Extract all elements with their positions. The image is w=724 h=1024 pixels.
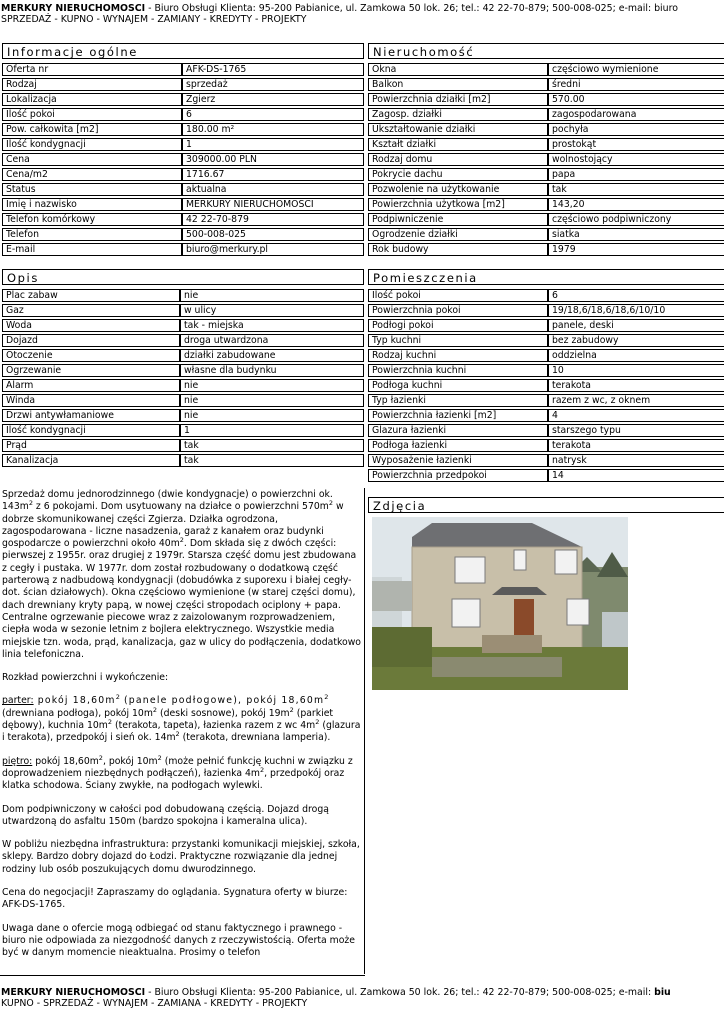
rooms-row — [368, 304, 724, 317]
header-contact: - Biuro Obsługi Klienta: 95-200 Pabianice, ul. Zamkowa 50 lok. 26; tel.: 42 22-70-879; 500-008-025; e-mail: biuro — [145, 3, 678, 14]
general-row — [2, 213, 364, 226]
property-value: tak — [548, 183, 724, 196]
property-row — [368, 93, 724, 106]
general-value: sprzedaż — [182, 78, 364, 91]
rooms-value: terakota — [548, 379, 724, 392]
property-value: średni — [548, 78, 724, 91]
general-row — [2, 168, 364, 181]
rooms-label: Powierzchnia pokoi — [368, 304, 548, 317]
rooms-value: 14 — [548, 469, 724, 482]
description-row — [2, 349, 364, 362]
general-label: Status — [2, 183, 182, 196]
house-photo[interactable] — [372, 517, 628, 690]
description-label: Otoczenie — [2, 349, 180, 362]
property-label: Okna — [368, 63, 548, 76]
description-row — [2, 409, 364, 422]
description-value: w ulicy — [180, 304, 364, 317]
general-row — [2, 228, 364, 241]
description-label: Drzwi antywłamaniowe — [2, 409, 180, 422]
basement-paragraph: Dom podpiwniczony w całości pod dobudowaną częścią. Dojazd drogą utwardzoną do asfaltu 150m (bardzo spokojna i kameralna ulica). — [2, 803, 329, 827]
description-label: Plac zabaw — [2, 289, 180, 302]
description-value: własne dla budynku — [180, 364, 364, 377]
general-label: Rodzaj — [2, 78, 182, 91]
general-row — [2, 108, 364, 121]
description-value: nie — [180, 289, 364, 302]
property-row — [368, 153, 724, 166]
first-floor-paragraph: piętro: pokój $18,60m^2$, pokój $10m^2$ (może pełnić funkcję kuchni w związku z doprowadzeniem niezbędnych podłączeń), łazienka $4m^2$, przedpokój oraz klatka schodowa. Ściany zwykłe, na podłogach wylewki. — [2, 753, 353, 792]
property-label: Pozwolenie na użytkowanie — [368, 183, 548, 196]
rooms-value: bez zabudowy — [548, 334, 724, 347]
description-label: Prąd — [2, 439, 180, 452]
description-row — [2, 364, 364, 377]
rooms-label: Podłoga kuchni — [368, 379, 548, 392]
rooms-label: Ilość pokoi — [368, 289, 548, 302]
property-table — [368, 61, 724, 258]
property-row — [368, 138, 724, 151]
property-value: częściowo wymienione — [548, 63, 724, 76]
property-value: częściowo podpiwniczony — [548, 213, 724, 226]
general-row — [2, 243, 364, 256]
rooms-value: terakota — [548, 439, 724, 452]
general-label: Pow. całkowita [m2] — [2, 123, 182, 136]
rooms-label: Rodzaj kuchni — [368, 349, 548, 362]
description-row — [2, 289, 364, 302]
rooms-table — [368, 287, 724, 484]
general-row — [2, 198, 364, 211]
rooms-value: 19/18,6/18,6/18,6/10/10 — [548, 304, 724, 317]
general-value: 6 — [182, 108, 364, 121]
rooms-label: Podłogi pokoi — [368, 319, 548, 332]
rooms-label: Glazura łazienki — [368, 424, 548, 437]
property-row — [368, 213, 724, 226]
property-row — [368, 183, 724, 196]
general-value: 500-008-025 — [182, 228, 364, 241]
description-row — [2, 424, 364, 437]
rooms-row — [368, 289, 724, 302]
general-row — [2, 78, 364, 91]
general-table — [2, 61, 364, 258]
property-label: Ukształtowanie działki — [368, 123, 548, 136]
infrastructure-paragraph: W pobliżu niezbędna infrastruktura: przystanki komunikacji miejskiej, szkoła, sklepy. Bardzo dobry dojazd do Łodzi. Praktyczne rozwiązanie dla jednej rodziny lub osób poszukujących domu dwurodzinnego. — [2, 839, 360, 875]
page-header — [1, 3, 724, 25]
description-label: Kanalizacja — [2, 454, 180, 467]
rooms-label: Typ łazienki — [368, 394, 548, 407]
section-title-general: Informacje ogólne — [2, 43, 364, 59]
general-value: MERKURY NIERUCHOMOŚCI — [182, 198, 364, 211]
property-row — [368, 78, 724, 91]
footer-company: MERKURY NIERUCHOMOŚCI — [1, 987, 146, 998]
rooms-label: Powierzchnia przedpokoi — [368, 469, 548, 482]
rooms-row — [368, 349, 724, 362]
description-row — [2, 304, 364, 317]
property-row — [368, 243, 724, 256]
rooms-label: Powierzchnia kuchni — [368, 364, 548, 377]
page-footer — [1, 987, 724, 1009]
property-value: 570.00 — [548, 93, 724, 106]
description-value: nie — [180, 394, 364, 407]
description-label: Woda — [2, 319, 180, 332]
description-row — [2, 334, 364, 347]
property-label: Ogrodzenie działki — [368, 228, 548, 241]
property-row — [368, 168, 724, 181]
general-label: Ilość pokoi — [2, 108, 182, 121]
property-value: pochyła — [548, 123, 724, 136]
general-row — [2, 93, 364, 106]
section-title-property: Nieruchomość — [368, 43, 724, 59]
property-label: Zagosp. działki — [368, 108, 548, 121]
section-title-description: Opis — [2, 269, 364, 285]
rooms-row — [368, 379, 724, 392]
property-row — [368, 108, 724, 121]
general-label: Oferta nr — [2, 63, 182, 76]
property-value: 1979 — [548, 243, 724, 256]
rooms-value: natrysk — [548, 454, 724, 467]
property-value: zagospodarowana — [548, 108, 724, 121]
house-photo-illustration — [372, 517, 628, 690]
description-row — [2, 394, 364, 407]
header-company: MERKURY NIERUCHOMOŚCI — [1, 3, 146, 14]
description-border — [364, 488, 365, 974]
general-row — [2, 63, 364, 76]
property-row — [368, 123, 724, 136]
rooms-label: Typ kuchni — [368, 334, 548, 347]
description-label: Ilość kondygnacji — [2, 424, 180, 437]
description-row — [2, 439, 364, 452]
rooms-value: 10 — [548, 364, 724, 377]
general-label: Telefon — [2, 228, 182, 241]
description-value: nie — [180, 409, 364, 422]
general-value: biuro@merkury.pl — [182, 243, 364, 256]
property-value: prostokąt — [548, 138, 724, 151]
property-row — [368, 228, 724, 241]
description-value: tak — [180, 439, 364, 452]
property-row — [368, 63, 724, 76]
property-value: siatka — [548, 228, 724, 241]
rooms-row — [368, 364, 724, 377]
rooms-label: Podłoga łazienki — [368, 439, 548, 452]
rooms-value: starszego typu — [548, 424, 724, 437]
rooms-row — [368, 394, 724, 407]
rooms-value: panele, deski — [548, 319, 724, 332]
property-value: 143,20 — [548, 198, 724, 211]
general-label: E-mail — [2, 243, 182, 256]
general-label: Cena/m2 — [2, 168, 182, 181]
footer-contact: - Biuro Obsługi Klienta: 95-200 Pabianice, ul. Zamkowa 50 lok. 26; tel.: 42 22-70-879; 500-008-025; e-mail: — [145, 987, 655, 998]
property-label: Podpiwniczenie — [368, 213, 548, 226]
negotiation-paragraph: Cena do negocjacji! Zapraszamy do oglądania. Sygnatura oferty w biurze: AFK-DS-1765. — [2, 887, 348, 911]
property-label: Rodzaj domu — [368, 153, 548, 166]
general-value: 42 22-70-879 — [182, 213, 364, 226]
general-value: 1716.67 — [182, 168, 364, 181]
description-value: droga utwardzona — [180, 334, 364, 347]
property-label: Powierzchnia działki [m2] — [368, 93, 548, 106]
rooms-value: oddzielna — [548, 349, 724, 362]
general-row — [2, 138, 364, 151]
layout-heading: Rozkład powierzchni i wykończenie: — [2, 672, 169, 684]
property-value: wolnostojący — [548, 153, 724, 166]
rooms-value: 6 — [548, 289, 724, 302]
property-label: Rok budowy — [368, 243, 548, 256]
rooms-row — [368, 319, 724, 332]
general-value: Zgierz — [182, 93, 364, 106]
rooms-row — [368, 469, 724, 482]
rooms-value: razem z wc, z oknem — [548, 394, 724, 407]
description-table — [2, 287, 364, 469]
description-label: Winda — [2, 394, 180, 407]
footer-services: KUPNO - SPRZEDAŻ - WYNAJEM - ZAMIANA - KREDYTY - PROJEKTY — [1, 998, 308, 1009]
description-row — [2, 319, 364, 332]
general-label: Cena — [2, 153, 182, 166]
description-value: tak — [180, 454, 364, 467]
property-label: Pokrycie dachu — [368, 168, 548, 181]
general-label: Telefon komórkowy — [2, 213, 182, 226]
description-row — [2, 454, 364, 467]
rooms-row — [368, 334, 724, 347]
description-paragraph: Sprzedaż domu jednorodzinnego (dwie kondygnacje) o powierzchni ok. $143m^2$ z 6 pokojami. Dom usytuowany na działce o powierzchni $570m^2$ w dobrze skomunikowanej części Zgierza. Działka ogrodzona, zagospodarowana - liczne nasadzenia, garaż z kanałem oraz budynki gospodarcze o powierzchni około $40m^2$. Dom składa się z dwóch części: pierwszej z 1955r. oraz drugiej z 1979r. Starsza część domu jest zbudowana z cegły i pustaka. W 1977r. dom został rozbudowany o dodatkową część parterową z nadbudową kondygnacji (dobudówka z suporexu i białej cegły-dot. ścian działowych). Okna częściowo wymienione (w starej części domu), dach drewniany kryty papą, w nowej części stropodach ociplony + papa. Centralne ogrzewanie piecowe wraz z zaizolowanym rozprowadzeniem, ciepła woda w sezonie letnim z bojlera elektrycznego. Wszystkie media miejskie tzn. woda, prąd, kanalizacja, gaz w ulicy do podłączenia, dodatkowo linia telefoniczna. — [2, 489, 361, 660]
property-label: Kształt działki — [368, 138, 548, 151]
general-row — [2, 123, 364, 136]
property-label: Powierzchnia użytkowa [m2] — [368, 198, 548, 211]
general-value: aktualna — [182, 183, 364, 196]
rooms-label: Wyposażenie łazienki — [368, 454, 548, 467]
rooms-row — [368, 409, 724, 422]
section-title-rooms: Pomieszczenia — [368, 269, 724, 285]
section-title-photos: Zdjęcia — [368, 497, 724, 513]
description-value: działki zabudowane — [180, 349, 364, 362]
rooms-row — [368, 439, 724, 452]
rooms-row — [368, 454, 724, 467]
general-row — [2, 153, 364, 166]
property-label: Balkon — [368, 78, 548, 91]
rooms-label: Powierzchnia łazienki [m2] — [368, 409, 548, 422]
property-value: papa — [548, 168, 724, 181]
footer-email-fragment: biu — [654, 987, 671, 998]
disclaimer-paragraph: Uwaga dane o ofercie mogą odbiegać od stanu faktycznego i prawnego - biuro nie odpowiada za niezgodność danych z rzeczywistością. Oferta może być w danym momencie nieaktualna. Prosimy o telefon — [2, 922, 355, 959]
general-label: Ilość kondygnacji — [2, 138, 182, 151]
description-value: 1 — [180, 424, 364, 437]
description-value: nie — [180, 379, 364, 392]
property-row — [368, 198, 724, 211]
general-value: 180.00 m² — [182, 123, 364, 136]
footer-divider — [0, 975, 365, 976]
general-value: 309000.00 PLN — [182, 153, 364, 166]
general-label: Imię i nazwisko — [2, 198, 182, 211]
general-label: Lokalizacja — [2, 93, 182, 106]
description-row — [2, 379, 364, 392]
rooms-value: 4 — [548, 409, 724, 422]
header-services: SPRZEDAŻ - KUPNO - WYNAJEM - ZAMIANY - KREDYTY - PROJEKTY — [1, 14, 307, 25]
rooms-row — [368, 424, 724, 437]
ground-floor-paragraph: parter: pokój $18,60m^2$ (panele podłogowe), pokój $18,60m^2$ (drewniana podłoga), pokój $10m^2$ (deski sosnowe), pokój $19m^2$ (parkiet dębowy), kuchnia $10m^2$ (terakota, tapeta), łazienka razem z wc $4m^2$ (glazura i terakota), przedpokój i sień ok. $14m^2$ (terakota, drewniana lamperia). — [2, 693, 361, 744]
general-value: 1 — [182, 138, 364, 151]
general-value: AFK-DS-1765 — [182, 63, 364, 76]
description-label: Dojazd — [2, 334, 180, 347]
description-label: Ogrzewanie — [2, 364, 180, 377]
general-row — [2, 183, 364, 196]
description-value: tak - miejska — [180, 319, 364, 332]
description-label: Alarm — [2, 379, 180, 392]
description-label: Gaz — [2, 304, 180, 317]
description-text — [2, 489, 362, 971]
